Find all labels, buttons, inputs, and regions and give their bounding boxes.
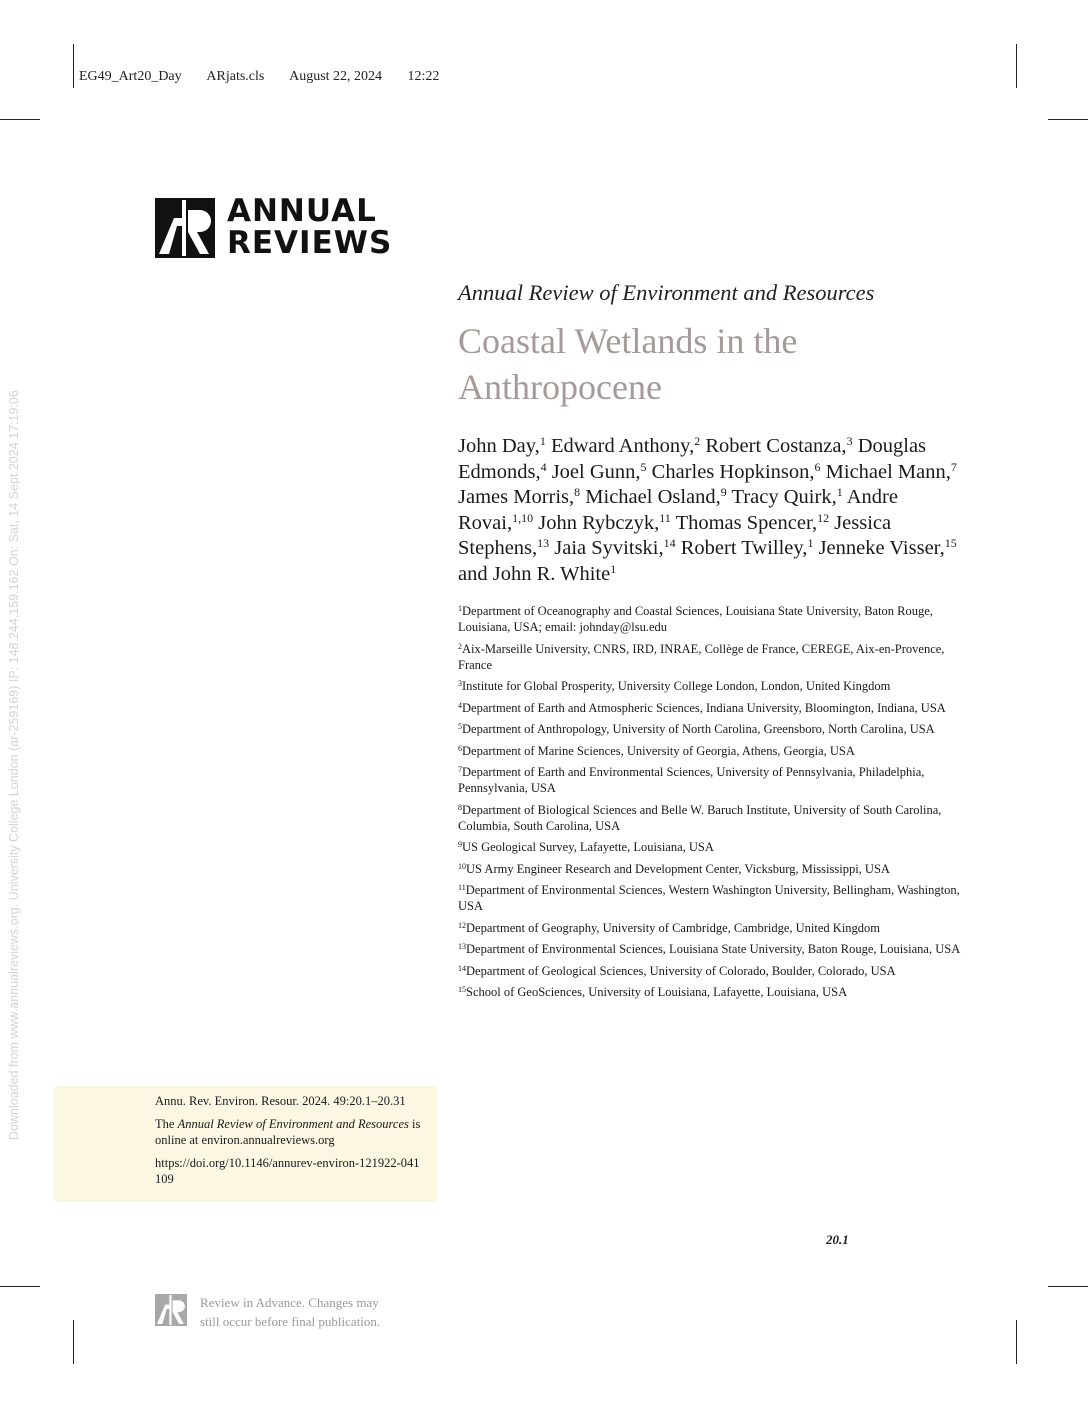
crop-mark [73, 1320, 74, 1364]
online-note: The Annual Review of Environment and Resources is online at environ.annualreviews.org [155, 1117, 421, 1147]
affiliation: $^4$Department of Earth and Atmospheric Sciences, Indiana University, Bloomington, Indiana, USA [458, 700, 946, 715]
author: Edward Anthony,$^2$ [550, 434, 701, 457]
ar-footer-icon [155, 1294, 187, 1326]
journal-name: Annual Review of Environment and Resources [458, 280, 875, 305]
author: Robert Costanza,$^3$ [705, 434, 853, 457]
doi-link[interactable]: https://doi.org/10.1146/annurev-environ-121922-041109 [155, 1156, 420, 1186]
author-list [458, 434, 978, 588]
header-time: 12:22 [407, 69, 440, 84]
author: Michael Mann,$^7$ [825, 459, 957, 483]
affiliation: $^9$US Geological Survey, Lafayette, Louisiana, USA [458, 840, 714, 854]
affiliation: $^{13}$Department of Environmental Sciences, Louisiana State University, Baton Rouge, Louisiana, USA [458, 942, 961, 956]
author: John Day,$^1$ [458, 434, 546, 457]
article-title: Coastal Wetlands in the Anthropocene [458, 321, 798, 407]
affiliation: $^6$Department of Marine Sciences, University of Georgia, Athens, Georgia, USA [458, 743, 855, 758]
logo-wordmark [227, 195, 392, 259]
affiliation: $^{12}$Department of Geography, University of Cambridge, Cambridge, United Kingdom [458, 920, 881, 935]
author: Charles Hopkinson,$^6$ [651, 459, 821, 483]
logo-line-1: ANNUAL [227, 193, 377, 229]
author: Michael Osland,$^9$ [585, 485, 727, 509]
author: Andre Rovai,$^{1,10}$ [458, 486, 898, 534]
crop-mark [1016, 44, 1017, 88]
affiliation: $^{11}$Department of Environmental Sciences, Western Washington University, Bellingham, Washington, USA [458, 883, 960, 913]
author: Jaia Syvitski,$^{14}$ [554, 536, 676, 560]
crop-mark [0, 119, 40, 120]
affiliation: $^8$Department of Biological Sciences and Belle W. Baruch Institute, University of South Carolina, Columbia, South Carolina, USA [458, 802, 942, 833]
logo-line-2: REVIEWS [227, 225, 393, 261]
author: Thomas Spencer,$^{12}$ [675, 510, 830, 534]
affiliation: $^{15}$School of GeoSciences, University of Louisiana, Lafayette, Louisiana, USA [458, 985, 848, 999]
author: Tracy Quirk,$^1$ [731, 485, 843, 509]
affiliation: $^5$Department of Anthropology, University of North Carolina, Greensboro, North Carolina, USA [458, 722, 935, 736]
affiliation: $^{10}$US Army Engineer Research and Development Center, Vicksburg, Mississippi, USA [458, 861, 890, 876]
affiliation: $^7$Department of Earth and Environmental Sciences, University of Pennsylvania, Philadelphia, Pennsylvania, USA [458, 765, 925, 795]
author: Jenneke Visser,$^{15}$ [818, 536, 957, 560]
ar-logo-icon [155, 198, 215, 258]
author: and John R. White$^1$ [458, 561, 617, 585]
affiliation: $^1$Department of Oceanography and Coastal Sciences, Louisiana State University, Baton Rouge, Louisiana, USA; email: johnday@lsu.edu [458, 604, 933, 634]
crop-mark [1048, 119, 1088, 120]
author: Robert Twilley,$^1$ [680, 536, 814, 560]
annual-reviews-logo [155, 193, 395, 261]
author: John Rybczyk,$^{11}$ [538, 510, 671, 534]
page-number: 20.1 [826, 1232, 849, 1247]
affiliation-list [458, 603, 978, 1006]
online-journal: Annual Review of Environment and Resources [177, 1117, 409, 1131]
author: Jessica Stephens,$^{13}$ [458, 511, 892, 560]
header-date: August 22, 2024 [289, 69, 383, 84]
author: Douglas Edmonds,$^4$ [458, 435, 927, 483]
affiliation: $^3$Institute for Global Prosperity, University College London, London, United Kingdom [458, 679, 891, 693]
crop-mark [1048, 1286, 1088, 1287]
author: James Morris,$^8$ [458, 485, 581, 509]
header-cls: ARjats.cls [206, 69, 265, 84]
review-in-advance-note: Review in Advance. Changes may still occur before final publication. [200, 1295, 381, 1329]
affiliation: $^2$Aix-Marseille University, CNRS, IRD, INRAE, Collège de France, CEREGE, Aix-en-Provence, France [458, 641, 945, 672]
download-stamp: Downloaded from www.annualreviews.org. University College London (ar-259169) IP: 148.244.159.162 On: Sat, 14 Sept 2024 17:19:06 [7, 390, 21, 1140]
citation-box [54, 1086, 437, 1202]
header-file: EG49_Art20_Day [79, 69, 182, 84]
citation: Annu. Rev. Environ. Resour. 2024. 49:20.1–20.31 [155, 1094, 406, 1108]
crop-mark [0, 1286, 40, 1287]
author: Joel Gunn,$^5$ [551, 459, 647, 483]
affiliation: $^{14}$Department of Geological Sciences, University of Colorado, Boulder, Colorado, USA [458, 963, 896, 978]
crop-mark [1016, 1320, 1017, 1364]
page-header [79, 69, 461, 85]
crop-mark [73, 44, 74, 88]
